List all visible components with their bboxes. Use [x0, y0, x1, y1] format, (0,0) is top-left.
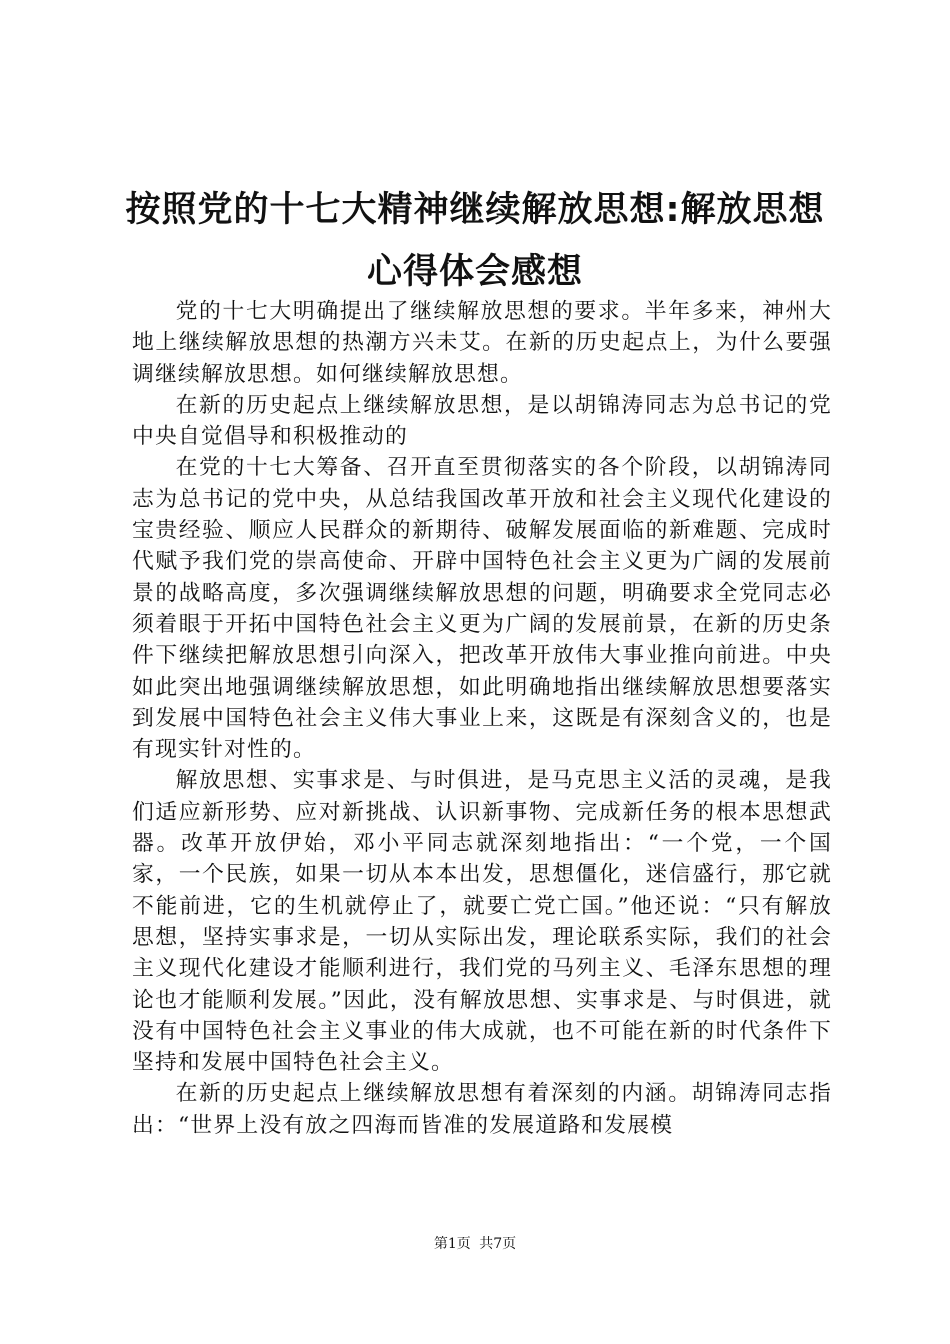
paragraph-3: 在党的十七大筹备、召开直至贯彻落实的各个阶段，以胡锦涛同志为总书记的党中央，从总结我国改革开放和社会主义现代化建设的宝贵经验、顺应人民群众的新期待、破解发展面临的新难题、完成时代赋予我们党的崇高使命、开辟中国特色社会主义更为广阔的发展前景的战略高度，多次强调继续解放思想的问题，明确要求全党同志必须着眼于开拓中国特色社会主义更为广阔的发展前景，在新的历史条件下继续把解放思想引向深入，把改革开放伟大事业推向前进。中央如此突出地强调继续解放思想，如此明确地指出继续解放思想要落实到发展中国特色社会主义伟大事业上来，这既是有深刻含义的，也是有现实针对性的。 — [132, 455, 832, 763]
document-title-line-1: 按照党的十七大精神继续解放思想:解放思想 — [125, 190, 825, 230]
paragraph-2: 在新的历史起点上继续解放思想，是以胡锦涛同志为总书记的党中央自觉倡导和积极推动的 — [132, 392, 832, 450]
page-number-current: 第1页 — [433, 1236, 471, 1252]
paragraph-5: 在新的历史起点上继续解放思想有着深刻的内涵。胡锦涛同志指出：“世界上没有放之四海而皆准的发展道路和发展模 — [132, 1081, 832, 1138]
paragraph-1: 党的十七大明确提出了继续解放思想的要求。半年多来，神州大地上继续解放思想的热潮方兴未艾。在新的历史起点上，为什么要强调继续解放思想。如何继续解放思想。 — [132, 299, 832, 387]
document-title-line-2: 心得体会感想 — [366, 252, 583, 292]
paragraph-4: 解放思想、实事求是、与时俱进，是马克思主义活的灵魂，是我们适应新形势、应对新挑战、认识新事物、完成新任务的根本思想武器。改革开放伊始，邓小平同志就深刻地指出：“一个党，一个国家，一个民族，如果一切从本本出发，思想僵化，迷信盛行，那它就不能前进，它的生机就停止了，就要亡党亡国。”他还说：“只有解放思想，坚持实事求是，一切从实际出发，理论联系实际，我们的社会主义现代化建设才能顺利进行，我们党的马列主义、毛泽东思想的理论也才能顺利发展。”因此，没有解放思想、实事求是、与时俱进，就没有中国特色社会主义事业的伟大成就，也不可能在新的时代条件下坚持和发展中国特色社会主义。 — [132, 768, 832, 1076]
page-number-total: 共7页 — [479, 1236, 517, 1252]
document-body — [132, 296, 832, 1141]
page-footer — [0, 1233, 950, 1253]
